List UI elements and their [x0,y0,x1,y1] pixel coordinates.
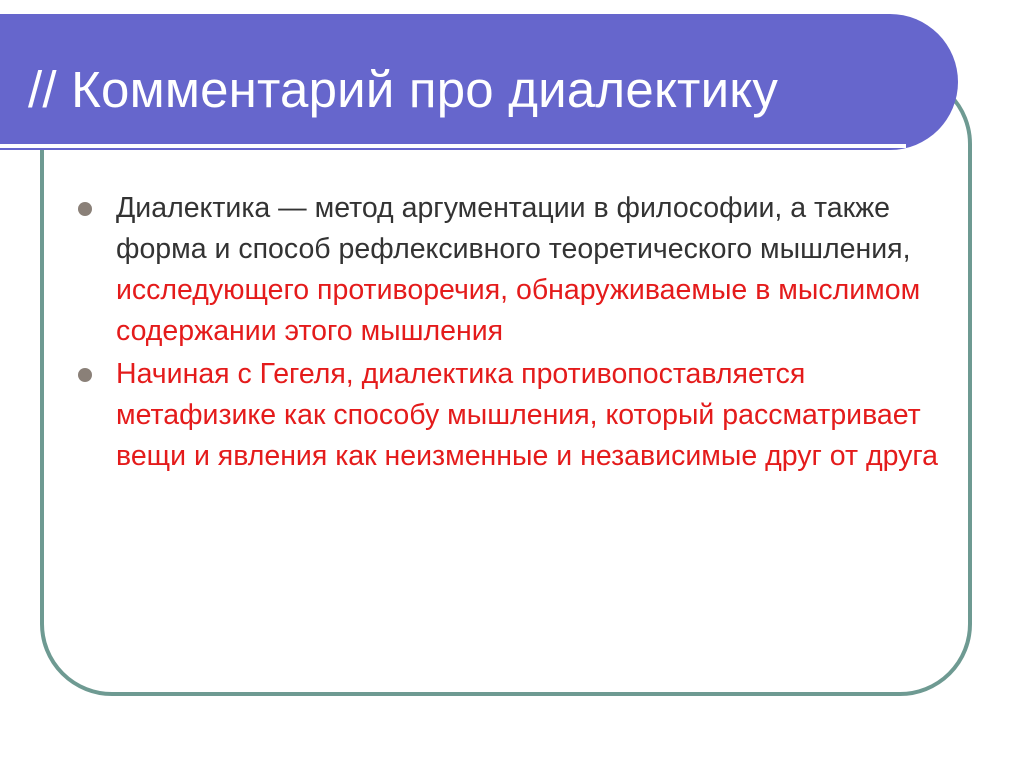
bullet-list [76,188,956,479]
bullet-2-red-text: Начиная с Гегеля, диалектика противопоставляется метафизике как способу мышления, который рассматривает вещи и явления как неизменные и независимые друг от друга [116,358,939,472]
bullet-dot-icon [78,368,92,382]
bullet-item-1 [76,188,956,352]
bullet-1-red-text: исследующего противоречия, обнаруживаемые в мыслимом содержании этого мышления [116,274,921,347]
title-underline [0,144,906,148]
title-bar [0,14,958,150]
bullet-item-2 [76,354,956,477]
bullet-1-dark-text: Диалектика — метод аргументации в философии, а также форма и способ рефлексивного теоретического мышления, [116,192,911,265]
bullet-dot-icon [78,202,92,216]
slide-title: // Комментарий про диалектику [28,61,779,118]
